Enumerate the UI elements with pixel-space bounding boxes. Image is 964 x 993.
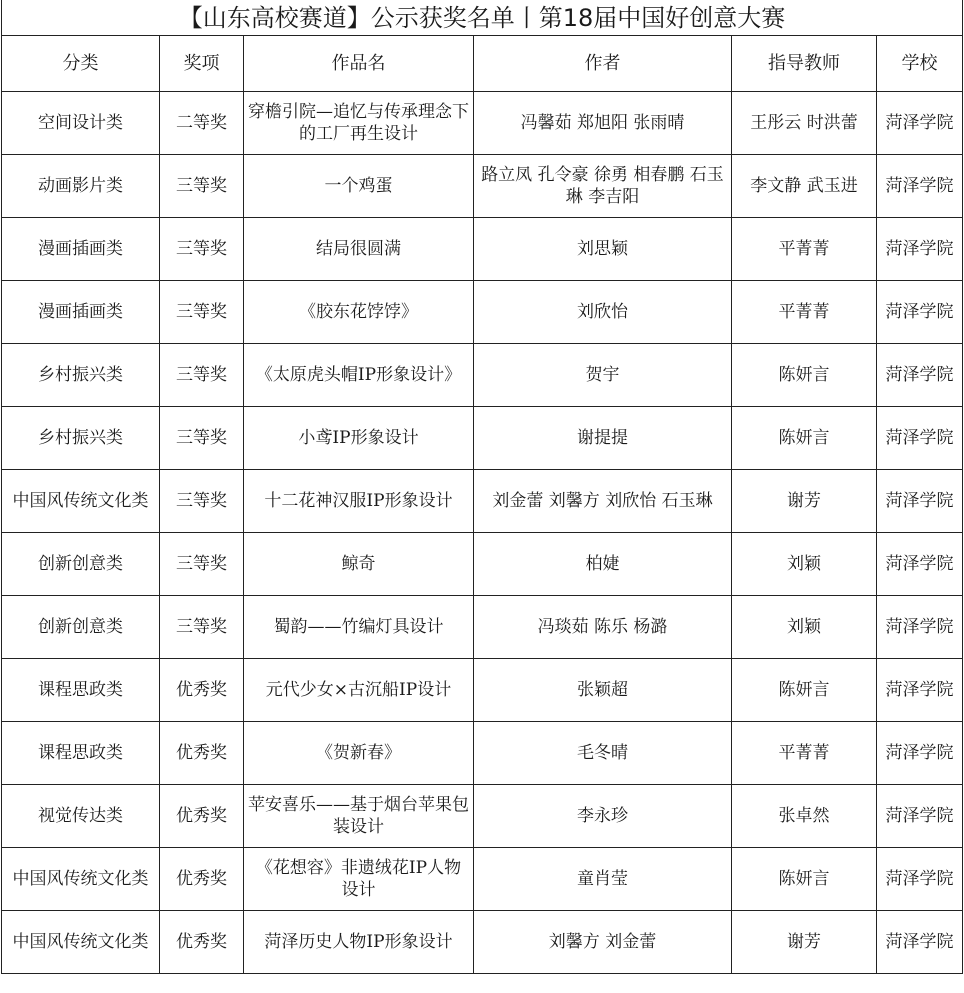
table-row [2, 470, 963, 533]
cell-work: 鲸奇 [244, 533, 474, 596]
header-author: 作者 [474, 36, 732, 92]
cell-advisor: 刘颖 [732, 533, 877, 596]
table-row [2, 407, 963, 470]
table-row [2, 911, 963, 974]
cell-author: 柏婕 [474, 533, 732, 596]
cell-advisor: 谢芳 [732, 911, 877, 974]
cell-author: 张颖超 [474, 659, 732, 722]
table-row [2, 596, 963, 659]
cell-school: 菏泽学院 [877, 92, 963, 155]
cell-author: 贺宇 [474, 344, 732, 407]
cell-author: 刘欣怡 [474, 281, 732, 344]
cell-work: 《贺新春》 [244, 722, 474, 785]
cell-category: 漫画插画类 [2, 218, 160, 281]
cell-work: 小鸢IP形象设计 [244, 407, 474, 470]
cell-advisor: 刘颖 [732, 596, 877, 659]
cell-school: 菏泽学院 [877, 659, 963, 722]
cell-work: 穿檐引院—追忆与传承理念下的工厂再生设计 [244, 92, 474, 155]
cell-work: 苹安喜乐——基于烟台苹果包装设计 [244, 785, 474, 848]
cell-advisor: 陈妍言 [732, 344, 877, 407]
cell-category: 漫画插画类 [2, 281, 160, 344]
cell-advisor: 陈妍言 [732, 407, 877, 470]
cell-work: 蜀韵——竹编灯具设计 [244, 596, 474, 659]
cell-school: 菏泽学院 [877, 848, 963, 911]
cell-work: 《太原虎头帽IP形象设计》 [244, 344, 474, 407]
cell-school: 菏泽学院 [877, 722, 963, 785]
cell-advisor: 平菁菁 [732, 281, 877, 344]
cell-category: 视觉传达类 [2, 785, 160, 848]
cell-award: 优秀奖 [160, 722, 244, 785]
header-advisor: 指导教师 [732, 36, 877, 92]
cell-school: 菏泽学院 [877, 155, 963, 218]
cell-category: 创新创意类 [2, 596, 160, 659]
cell-advisor: 谢芳 [732, 470, 877, 533]
cell-award: 优秀奖 [160, 659, 244, 722]
cell-advisor: 王彤云 时洪蕾 [732, 92, 877, 155]
cell-award: 优秀奖 [160, 848, 244, 911]
cell-award: 三等奖 [160, 344, 244, 407]
cell-category: 动画影片类 [2, 155, 160, 218]
table-row [2, 785, 963, 848]
table-row [2, 533, 963, 596]
cell-author: 李永珍 [474, 785, 732, 848]
cell-category: 课程思政类 [2, 722, 160, 785]
header-school: 学校 [877, 36, 963, 92]
cell-school: 菏泽学院 [877, 533, 963, 596]
cell-author: 童肖莹 [474, 848, 732, 911]
cell-school: 菏泽学院 [877, 344, 963, 407]
header-category: 分类 [2, 36, 160, 92]
cell-school: 菏泽学院 [877, 911, 963, 974]
cell-award: 三等奖 [160, 596, 244, 659]
cell-award: 三等奖 [160, 155, 244, 218]
cell-category: 乡村振兴类 [2, 344, 160, 407]
cell-school: 菏泽学院 [877, 281, 963, 344]
cell-work: 《胶东花饽饽》 [244, 281, 474, 344]
cell-school: 菏泽学院 [877, 596, 963, 659]
table-row [2, 218, 963, 281]
cell-school: 菏泽学院 [877, 407, 963, 470]
table-row [2, 344, 963, 407]
sheet-title: 【山东高校赛道】公示获奖名单丨第18届中国好创意大赛 [2, 0, 963, 36]
cell-advisor: 平菁菁 [732, 722, 877, 785]
table-row [2, 155, 963, 218]
cell-work: 一个鸡蛋 [244, 155, 474, 218]
cell-award: 三等奖 [160, 407, 244, 470]
cell-school: 菏泽学院 [877, 218, 963, 281]
cell-award: 优秀奖 [160, 785, 244, 848]
cell-author: 刘金蕾 刘馨方 刘欣怡 石玉琳 [474, 470, 732, 533]
cell-category: 中国风传统文化类 [2, 911, 160, 974]
title-row [2, 0, 963, 36]
cell-work: 元代少女×古沉船IP设计 [244, 659, 474, 722]
cell-category: 中国风传统文化类 [2, 470, 160, 533]
header-award: 奖项 [160, 36, 244, 92]
cell-award: 三等奖 [160, 281, 244, 344]
cell-advisor: 平菁菁 [732, 218, 877, 281]
cell-school: 菏泽学院 [877, 470, 963, 533]
cell-category: 创新创意类 [2, 533, 160, 596]
cell-advisor: 李文静 武玉进 [732, 155, 877, 218]
cell-award: 三等奖 [160, 470, 244, 533]
cell-author: 刘馨方 刘金蕾 [474, 911, 732, 974]
table-row [2, 659, 963, 722]
cell-category: 中国风传统文化类 [2, 848, 160, 911]
table-row [2, 848, 963, 911]
table-row [2, 92, 963, 155]
cell-author: 刘思颖 [474, 218, 732, 281]
cell-author: 毛冬晴 [474, 722, 732, 785]
cell-author: 冯馨茹 郑旭阳 张雨晴 [474, 92, 732, 155]
table-row [2, 722, 963, 785]
cell-category: 乡村振兴类 [2, 407, 160, 470]
cell-school: 菏泽学院 [877, 785, 963, 848]
header-row [2, 36, 963, 92]
cell-advisor: 张卓然 [732, 785, 877, 848]
cell-advisor: 陈妍言 [732, 848, 877, 911]
award-table [1, 0, 963, 974]
cell-author: 路立凤 孔令豪 徐勇 相春鹏 石玉琳 李吉阳 [474, 155, 732, 218]
cell-work: 《花想容》非遗绒花IP人物设计 [244, 848, 474, 911]
cell-advisor: 陈妍言 [732, 659, 877, 722]
cell-author: 谢提提 [474, 407, 732, 470]
cell-award: 优秀奖 [160, 911, 244, 974]
cell-award: 二等奖 [160, 92, 244, 155]
header-work: 作品名 [244, 36, 474, 92]
cell-category: 课程思政类 [2, 659, 160, 722]
cell-award: 三等奖 [160, 533, 244, 596]
cell-work: 结局很圆满 [244, 218, 474, 281]
cell-work: 十二花神汉服IP形象设计 [244, 470, 474, 533]
table-row [2, 281, 963, 344]
cell-category: 空间设计类 [2, 92, 160, 155]
award-list-sheet [1, 0, 963, 974]
cell-work: 菏泽历史人物IP形象设计 [244, 911, 474, 974]
cell-award: 三等奖 [160, 218, 244, 281]
cell-author: 冯琰茹 陈乐 杨潞 [474, 596, 732, 659]
